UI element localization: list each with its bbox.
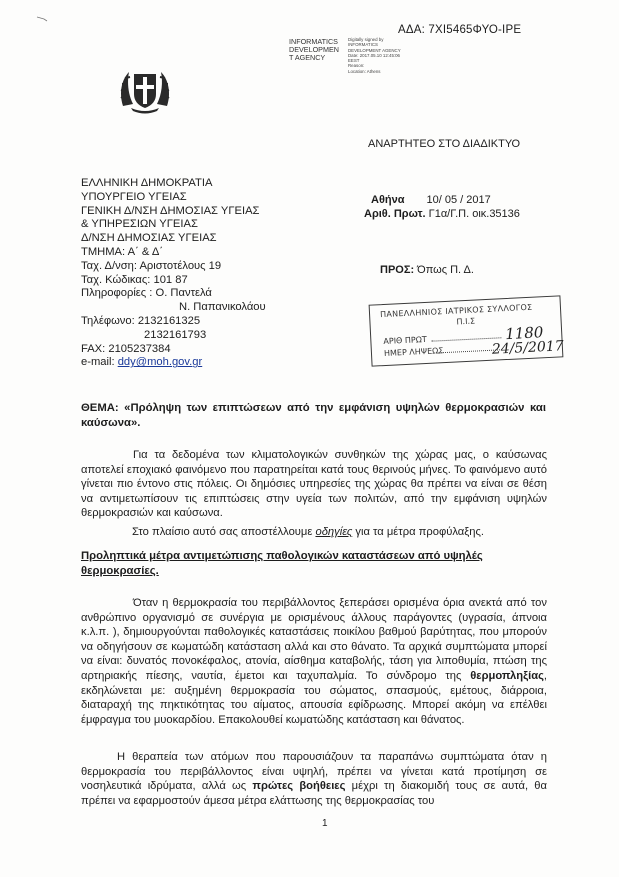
digital-signature-details: Digitally signed by INFORMATICS DEVELOPMENT AGENCY Date: 2017.05.10 12:45:06 EEST Reason: Location: Athens (348, 37, 401, 74)
protocol-number: Αριθ. Πρωτ. Γ1α/Γ.Π. οικ.35136 (364, 208, 520, 220)
greek-coat-of-arms-icon (117, 60, 173, 116)
post-online-notice: ΑΝΑΡΤΗΤΕΟ ΣΤΟ ΔΙΑΔΙΚΤΥΟ (368, 138, 521, 150)
recipient-line: ΠΡΟΣ: Όπως Π. Δ. (380, 264, 474, 276)
stamp-date: 24/5/2017 (491, 338, 565, 358)
body-paragraph-4: Η θεραπεία των ατόμων που παρουσιάζουν τα παραπάνω συμπτώματα όταν η θερμοκρασία του περιβάλλοντος είναι υψηλή, πρέπει να γίνεται κατά προτίμηση σε νοσηλευτικά ιδρύματα, αλλά ως πρώτες βοήθειες μέχρι τη διακομιδή τους σε αυτά, θα πρέπει να εφαρμοστούν άμεσα μέτρα ελάττωσης της θερμοκρασίας του (81, 751, 547, 807)
subject-line: ΘΕΜΑ: «Πρόληψη των επιπτώσεων από την εμφάνιση υψηλών θερμοκρασιών και καύσωνα». (81, 402, 546, 429)
date-line: Αθήνα 10/ 05 / 2017 (371, 194, 491, 206)
reception-stamp: ΠΑΝΕΛΛΗΝΙΟΣ ΙΑΤΡΙΚΟΣ ΣΥΛΛΟΓΟΣ Π.Ι.Σ ΑΡΙΘ ΠΡΩΤ ΗΜΕΡ ΛΗΨΕΩΣ 1180 24/5/2017 (369, 295, 564, 366)
stamp-number: 1180 (504, 323, 544, 344)
sender-block: ΕΛΛΗΝΙΚΗ ΔΗΜΟΚΡΑΤΙΑ ΥΠΟΥΡΓΕΙΟ ΥΓΕΙΑΣ ΓΕΝΙΚΗ Δ/ΝΣΗ ΔΗΜΟΣΙΑΣ ΥΓΕΙΑΣ & ΥΠΗΡΕΣΙΩΝ ΥΓΕΙΑΣ Δ/ΝΣΗ ΔΗΜΟΣΙΑΣ ΥΓΕΙΑΣ ΤΜΗΜΑ: Α΄ & Δ΄ Ταχ. Δ/νση: Αριστοτέλους 19 Ταχ. Κώδικας: 101 87 Πληροφορίες : Ο. Παντελά Ν. Παπανικολάου Τηλέφωνο: 2132161325 2132161793 FAX: 2105237384 e-mail: ddy@moh.gov.gr (81, 177, 266, 369)
section-heading: Προληπτικά μέτρα αντιμετώπισης παθολογικών καταστάσεων από υψηλές θερμοκρασίες. (81, 550, 483, 577)
body-paragraph-1: Για τα δεδομένα των κλιματολογικών συνθηκών της χώρας μας, ο καύσωνας αποτελεί εποχιακό φαινόμενο που παρατηρείται κατά τους θερινούς μήνες. Το φαινόμενο αυτό γίνεται πιο έντονο στις πόλεις. Οι δημόσιες υπηρεσίες της χώρας θα πρέπει να είναι σε θέση να αντιμετωπίσουν τις επιπτώσεις στην υγεία των πολιτών, από την εμφάνιση υψηλών θερμοκρασιών και καύσωνα. (81, 449, 547, 520)
scan-mark (36, 16, 48, 22)
email-link[interactable]: ddy@moh.gov.gr (117, 356, 203, 369)
body-paragraph-2: Στο πλαίσιο αυτό σας αποστέλλουμε οδηγίες για τα μέτρα προφύλαξης. (132, 526, 484, 538)
ada-code: ΑΔΑ: 7ΧΙ5465ΦΥΟ-ΙΡΕ (398, 24, 522, 36)
digital-signature-org: INFORMATICS DEVELOPMEN T AGENCY (289, 37, 339, 63)
instructions-link[interactable]: οδηγίες (315, 526, 353, 538)
page-number: 1 (322, 818, 328, 829)
body-paragraph-3: Όταν η θερμοκρασία του περιβάλλοντος ξεπεράσει ορισμένα όρια ανεκτά από τον ανθρώπινο οργανισμό σε συνέργια με ορισμένους άλλους παράγοντες (υγρασία, άπνοια κ.λ.π. ), δημιουργούνται παθολογικές καταστάσεις ποικίλου βαθμού βαρύτητας, που μπορούν να οδηγήσουν σε κωματώδη κατάσταση αλλά και στο θάνατο. Τα αρχικά συμπτώματα μπορεί να είναι: δυνατός πονοκέφαλος, ατονία, αίσθημα καταβολής, τάση για λιποθυμία, πτώση της αρτηριακής πίεσης, ναυτία, έμετοι και ταχυπαλμία. Το σύνδρομο της θερμοπληξίας, εκδηλώνεται με: αυξημένη θερμοκρασία του σώματος, σπασμούς, εμέτους, διάρροια, διαταραχή της πηκτικότητας του αίματος, απουσία εφίδρωσης. Μπορεί ακόμη να επέλθει έμφραγμα του μυοκαρδίου. Επακολουθεί κωματώδης κατάσταση και θάνατος. (81, 597, 547, 726)
